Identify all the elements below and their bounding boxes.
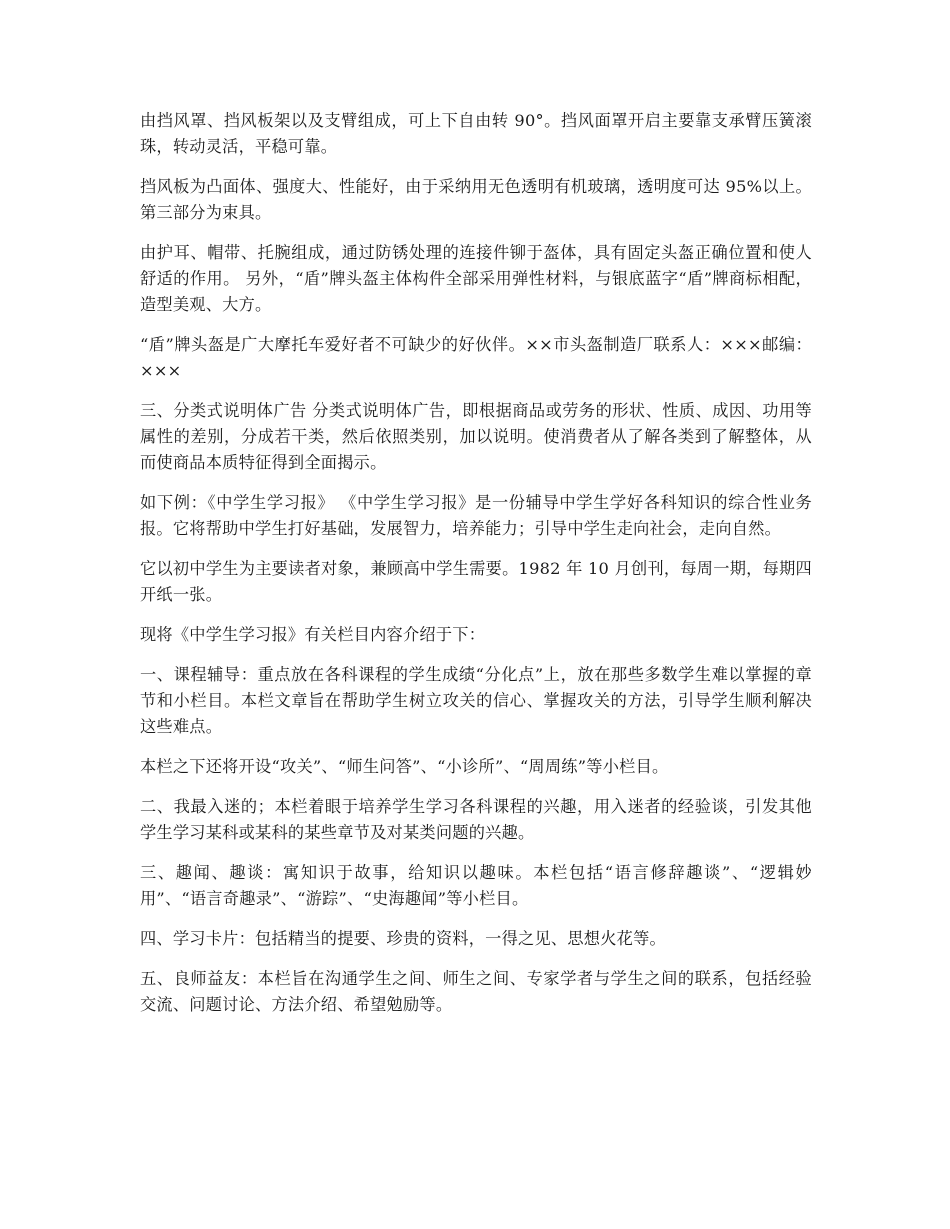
paragraph: 三、趣闻、趣谈：寓知识于故事，给知识以趣味。本栏包括“语言修辞趣谈”、“逻辑妙用”、“语言奇趣录”、“游踪”、“史海趣闻”等小栏目。: [140, 863, 812, 908]
paragraph: 五、良师益友：本栏旨在沟通学生之间、师生之间、专家学者与学生之间的联系，包括经验交流、问题讨论、方法介绍、希望勉励等。: [140, 969, 812, 1014]
paragraph: 四、学习卡片：包括精当的提要、珍贵的资料，一得之见、思想火花等。: [140, 929, 666, 948]
paragraph: 本栏之下还将开设“攻关”、“师生问答”、“小诊所”、“周周练”等小栏目。: [140, 757, 669, 776]
paragraph: “盾”牌头盔是广大摩托车爱好者不可缺少的好伙伴。××市头盔制造厂联系人：×××邮编：×××: [140, 335, 812, 380]
paragraph: 它以初中学生为主要读者对象，兼顾高中学生需要。1982 年 10 月创刊，每周一期，每期四开纸一张。: [140, 559, 812, 604]
paragraph: 由护耳、帽带、托腕组成，通过防锈处理的连接件铆于盔体，具有固定头盔正确位置和使人舒适的作用。 另外，“盾”牌头盔主体构件全部采用弹性材料，与银底蓝字“盾”牌商标相配，造型美观、大方。: [140, 243, 812, 314]
paragraph: 挡风板为凸面体、强度大、性能好，由于采纳用无色透明有机玻璃，透明度可达 95%以上。 第三部分为束具。: [140, 177, 812, 222]
paragraph: 由挡风罩、挡风板架以及支臂组成，可上下自由转 90°。挡风面罩开启主要靠支承臂压簧滚珠，转动灵活，平稳可靠。: [140, 111, 812, 156]
paragraph: 一、课程辅导：重点放在各科课程的学生成绩“分化点”上，放在那些多数学生难以掌握的章节和小栏目。本栏文章旨在帮助学生树立攻关的信心、掌握攻关的方法，引导学生顺利解决这些难点。: [140, 665, 812, 736]
paragraph: 三、分类式说明体广告 分类式说明体广告，即根据商品或劳务的形状、性质、成因、功用等属性的差别，分成若干类，然后依照类别，加以说明。使消费者从了解各类到了解整体，从而使商品本质特征得到全面揭示。: [140, 401, 812, 472]
paragraph: 现将《中学生学习报》有关栏目内容介绍于下：: [140, 625, 486, 644]
document-page: [140, 108, 812, 1032]
paragraph: 二、我最入迷的；本栏着眼于培养学生学习各科课程的兴趣，用入迷者的经验谈，引发其他学生学习某科或某科的某些章节及对某类问题的兴趣。: [140, 797, 812, 842]
paragraph: 如下例：《中学生学习报》 《中学生学习报》是一份辅导中学生学好各科知识的综合性业务报。它将帮助中学生打好基础，发展智力，培养能力；引导中学生走向社会，走向自然。: [140, 493, 812, 538]
